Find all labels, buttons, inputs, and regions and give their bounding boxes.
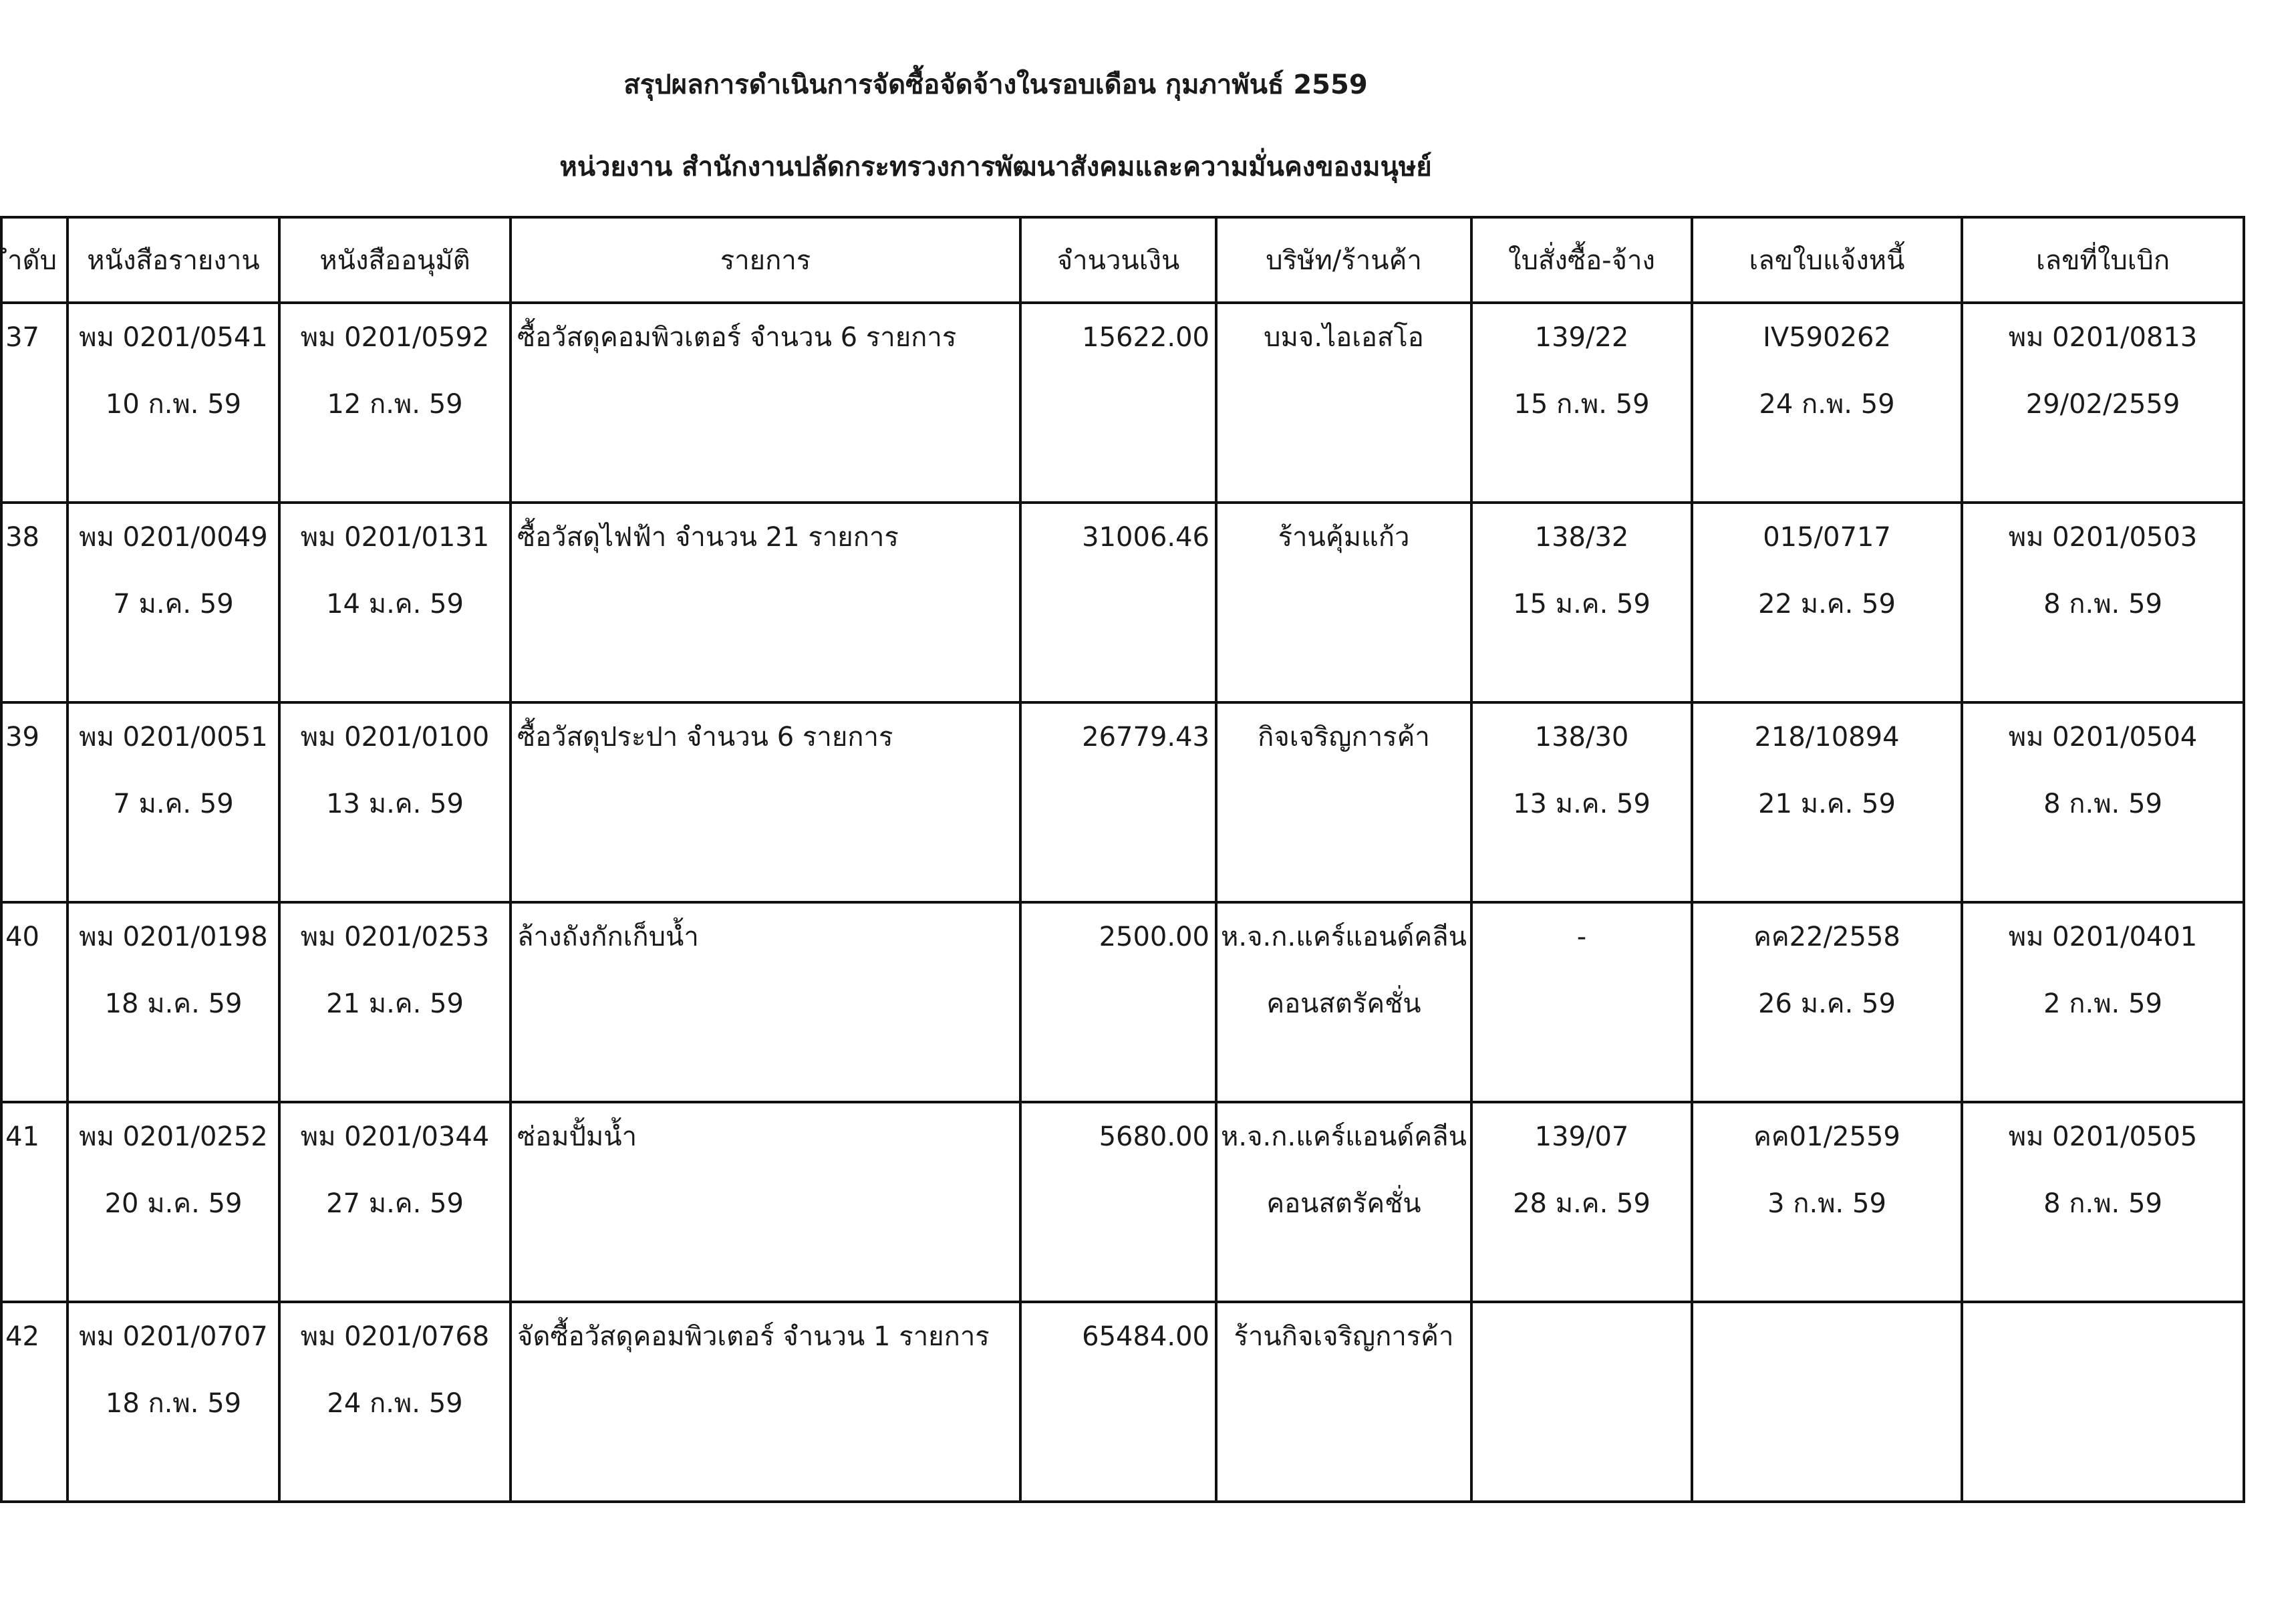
table-row [1, 1302, 2244, 1502]
po-number: - [1576, 922, 1587, 952]
report-doc-number: พม 0201/0252 [79, 1121, 268, 1152]
invoice-date: 24 ก.พ. 59 [1759, 389, 1895, 420]
vendor-name-cont: คอนสตรัคชั่น [1266, 1188, 1421, 1219]
po-number: 138/32 [1534, 522, 1629, 553]
header-approval-doc: หนังสืออนุมัติ [279, 217, 511, 303]
header-disbursement: เลขที่ใบเบิก [1962, 217, 2244, 303]
header-invoice: เลขใบแจ้งหนี้ [1692, 217, 1962, 303]
vendor-name: ร้านกิจเจริญการค้า [1234, 1321, 1454, 1352]
approval-doc-number: พม 0201/0131 [300, 522, 490, 553]
report-doc-date: 10 ก.พ. 59 [105, 389, 242, 420]
invoice-date [1693, 1370, 1961, 1437]
report-doc-date: 7 ม.ค. 59 [113, 789, 234, 819]
table-row [1, 702, 2244, 902]
vendor-name: ห.จ.ก.แคร์แอนด์คลีน [1221, 922, 1467, 952]
vendor-name: ห.จ.ก.แคร์แอนด์คลีน [1221, 1121, 1467, 1152]
approval-doc-date: 12 ก.พ. 59 [327, 389, 463, 420]
approval-doc-number: พม 0201/0100 [300, 722, 490, 753]
header-amount: จำนวนเงิน [1020, 217, 1216, 303]
invoice-date: 22 ม.ค. 59 [1758, 589, 1896, 620]
po-date: 28 ม.ค. 59 [1513, 1188, 1651, 1219]
po-number: 139/22 [1534, 322, 1629, 353]
disbursement-date: 29/02/2559 [2025, 389, 2180, 420]
disbursement-number: พม 0201/0401 [2008, 922, 2198, 952]
disbursement-date: 2 ก.พ. 59 [2043, 988, 2162, 1019]
row-no: 41 [5, 1121, 39, 1152]
header-item: รายการ [511, 217, 1020, 303]
amount: 26779.43 [1082, 722, 1209, 753]
approval-doc-number: พม 0201/0253 [300, 922, 490, 952]
approval-doc-number: พม 0201/0592 [300, 322, 490, 353]
item-description: ซื้อวัสดุไฟฟ้า จำนวน 21 รายการ [517, 522, 899, 553]
disbursement-date [1963, 1370, 2243, 1437]
row-no: 39 [5, 722, 39, 753]
report-doc-number: พม 0201/0049 [79, 522, 268, 553]
vendor-name: ร้านคุ้มแก้ว [1278, 522, 1410, 553]
invoice-number: 218/10894 [1754, 722, 1900, 753]
approval-doc-date: 27 ม.ค. 59 [326, 1188, 464, 1219]
po-number: 139/07 [1534, 1121, 1629, 1152]
table-row [1, 1102, 2244, 1302]
disbursement-number: พม 0201/0504 [2008, 722, 2198, 753]
row-no: 42 [5, 1321, 39, 1352]
report-doc-date: 7 ม.ค. 59 [113, 589, 234, 620]
vendor-name-cont [1217, 371, 1470, 438]
disbursement-date: 8 ก.พ. 59 [2043, 589, 2162, 620]
disbursement-date: 8 ก.พ. 59 [2043, 789, 2162, 819]
vendor-name-cont [1217, 571, 1470, 638]
procurement-table [0, 216, 2245, 1503]
amount: 2500.00 [1099, 922, 1209, 952]
po-date: 15 ก.พ. 59 [1514, 389, 1650, 420]
invoice-number: คค01/2559 [1753, 1121, 1900, 1152]
invoice-date: 3 ก.พ. 59 [1767, 1188, 1886, 1219]
report-doc-date: 20 ม.ค. 59 [104, 1188, 243, 1219]
disbursement-number [1963, 1303, 2243, 1370]
report-doc-date: 18 ม.ค. 59 [104, 988, 243, 1019]
item-description: จัดซื้อวัสดุคอมพิวเตอร์ จำนวน 1 รายการ [517, 1321, 990, 1352]
po-number: 138/30 [1534, 722, 1629, 753]
po-number [1473, 1303, 1691, 1370]
report-doc-number: พม 0201/0541 [79, 322, 268, 353]
invoice-date: 26 ม.ค. 59 [1758, 988, 1896, 1019]
agency-line: หน่วยงาน สำนักงานปลัดกระทรวงการพัฒนาสังคมและความมั่นคงของมนุษย์ [559, 152, 1432, 182]
amount: 15622.00 [1082, 322, 1209, 353]
po-date: 13 ม.ค. 59 [1513, 789, 1651, 819]
document-title: สรุปผลการดำเนินการจัดซื้อจัดจ้างในรอบเดือน กุมภาพันธ์ 2559 [623, 70, 1368, 100]
item-description: ซ่อมปั้มน้ำ [517, 1121, 637, 1152]
amount: 5680.00 [1099, 1121, 1209, 1152]
approval-doc-number: พม 0201/0768 [300, 1321, 490, 1352]
item-description: ซื้อวัสดุประปา จำนวน 6 รายการ [517, 722, 893, 753]
disbursement-number: พม 0201/0503 [2008, 522, 2198, 553]
invoice-number: 015/0717 [1763, 522, 1891, 553]
report-doc-number: พม 0201/0198 [79, 922, 268, 952]
header-po: ใบสั่งซื้อ-จ้าง [1471, 217, 1692, 303]
row-no: 40 [5, 922, 39, 952]
approval-doc-date: 13 ม.ค. 59 [326, 789, 464, 819]
report-doc-date: 18 ก.พ. 59 [105, 1388, 242, 1419]
approval-doc-number: พม 0201/0344 [300, 1121, 490, 1152]
disbursement-number: พม 0201/0813 [2008, 322, 2198, 353]
approval-doc-date: 14 ม.ค. 59 [326, 589, 464, 620]
table-header-row [1, 217, 2244, 303]
report-doc-number: พม 0201/0051 [79, 722, 268, 753]
table-row [1, 503, 2244, 702]
approval-doc-date: 21 ม.ค. 59 [326, 988, 464, 1019]
amount: 65484.00 [1082, 1321, 1209, 1352]
item-description: ซื้อวัสดุคอมพิวเตอร์ จำนวน 6 รายการ [517, 322, 957, 353]
invoice-number: IV590262 [1763, 322, 1891, 353]
table-row [1, 303, 2244, 503]
approval-doc-date: 24 ก.พ. 59 [327, 1388, 463, 1419]
vendor-name: กิจเจริญการค้า [1258, 722, 1430, 753]
disbursement-number: พม 0201/0505 [2008, 1121, 2198, 1152]
vendor-name: บมจ.ไอเอสโอ [1264, 322, 1424, 353]
po-date [1473, 1370, 1691, 1437]
item-description: ล้างถังกักเก็บน้ำ [517, 922, 699, 952]
report-doc-number: พม 0201/0707 [79, 1321, 268, 1352]
vendor-name-cont [1217, 771, 1470, 837]
row-no: 37 [5, 322, 39, 353]
table-row [1, 902, 2244, 1102]
header-no: ำดับ [1, 217, 67, 303]
disbursement-date: 8 ก.พ. 59 [2043, 1188, 2162, 1219]
amount: 31006.46 [1082, 522, 1209, 553]
po-date: 15 ม.ค. 59 [1513, 589, 1651, 620]
vendor-name-cont: คอนสตรัคชั่น [1266, 988, 1421, 1019]
invoice-number [1693, 1303, 1961, 1370]
header-vendor: บริษัท/ร้านค้า [1216, 217, 1471, 303]
header-report-doc: หนังสือรายงาน [67, 217, 279, 303]
row-no: 38 [5, 522, 39, 553]
invoice-date: 21 ม.ค. 59 [1758, 789, 1896, 819]
invoice-number: คค22/2558 [1753, 922, 1900, 952]
po-date [1473, 970, 1691, 1037]
vendor-name-cont [1217, 1370, 1470, 1437]
